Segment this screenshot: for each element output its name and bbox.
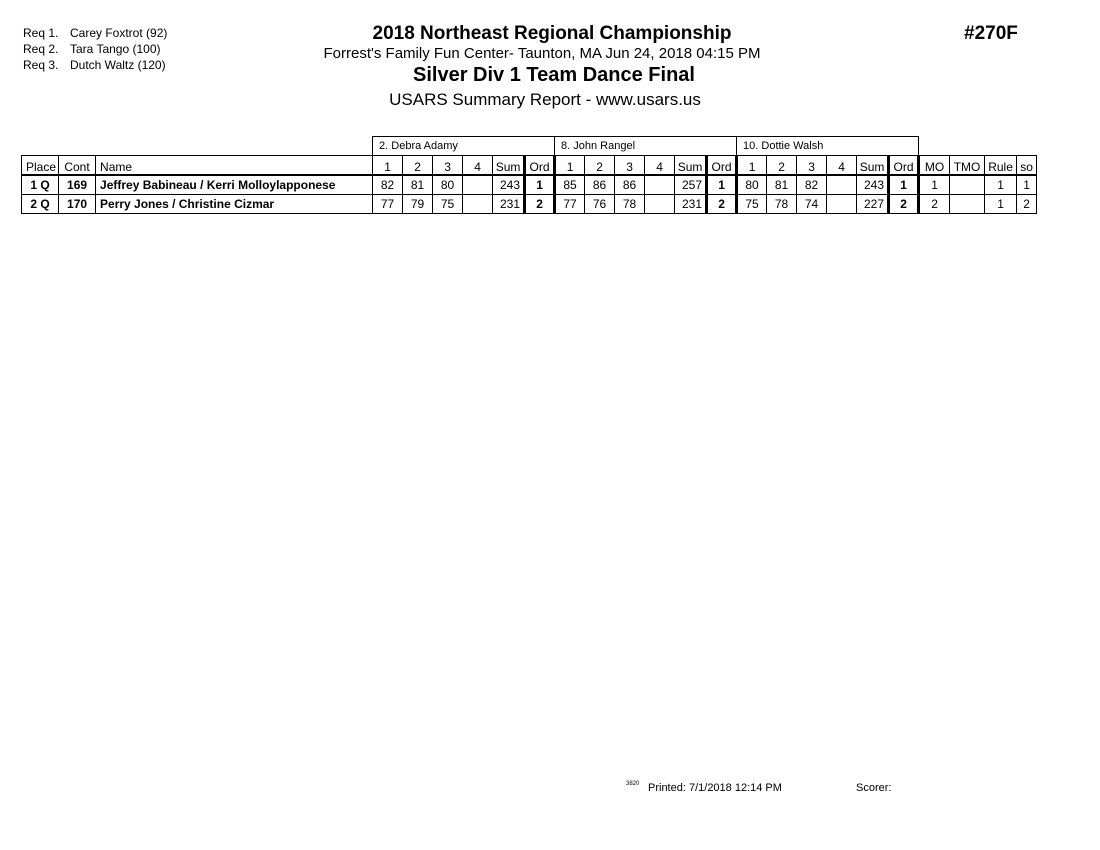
col-cont: Cont — [59, 156, 96, 176]
scorer-label: Scorer: — [856, 782, 892, 794]
score-cell: 75 — [737, 195, 767, 214]
score-cell — [827, 175, 857, 195]
col-rule: Rule — [985, 156, 1017, 176]
mo-cell: 2 — [919, 195, 950, 214]
sum-cell: 227 — [857, 195, 889, 214]
requirement-item: Req 2. Tara Tango (100) — [23, 42, 161, 56]
col-place: Place — [22, 156, 59, 176]
place-cell: 2 Q — [22, 195, 59, 214]
ord-cell: 2 — [889, 195, 919, 214]
ord-cell: 1 — [525, 175, 555, 195]
rule-cell: 1 — [985, 195, 1017, 214]
score-cell: 78 — [615, 195, 645, 214]
col-tmo: TMO — [950, 156, 985, 176]
ord-cell: 2 — [525, 195, 555, 214]
sum-cell: 231 — [493, 195, 525, 214]
score-cell: 86 — [585, 175, 615, 195]
col-score: 1 — [737, 156, 767, 176]
cont-cell: 169 — [59, 175, 96, 195]
sum-cell: 243 — [857, 175, 889, 195]
column-header-row — [22, 156, 1037, 176]
score-cell — [827, 195, 857, 214]
score-cell: 76 — [585, 195, 615, 214]
score-cell — [645, 195, 675, 214]
ord-cell: 1 — [889, 175, 919, 195]
judge-name: 10. Dottie Walsh — [737, 137, 919, 156]
score-cell: 81 — [403, 175, 433, 195]
col-sum: Sum — [857, 156, 889, 176]
score-cell: 86 — [615, 175, 645, 195]
tmo-cell — [950, 175, 985, 195]
score-cell — [463, 195, 493, 214]
score-cell — [645, 175, 675, 195]
score-cell: 77 — [555, 195, 585, 214]
col-score: 4 — [463, 156, 493, 176]
score-cell — [463, 175, 493, 195]
requirement-item: Req 3. Dutch Waltz (120) — [23, 58, 166, 72]
rule-cell: 1 — [985, 175, 1017, 195]
venue-line: Forrest's Family Fun Center- Taunton, MA Jun 24, 2018 04:15 PM — [323, 45, 761, 62]
ord-cell: 2 — [707, 195, 737, 214]
page-reference-number: 3820 — [626, 781, 640, 787]
sum-cell: 243 — [493, 175, 525, 195]
score-cell: 77 — [373, 195, 403, 214]
sum-cell: 257 — [675, 175, 707, 195]
so-cell: 2 — [1017, 195, 1037, 214]
col-score: 2 — [585, 156, 615, 176]
col-score: 1 — [373, 156, 403, 176]
score-cell: 79 — [403, 195, 433, 214]
score-cell: 85 — [555, 175, 585, 195]
col-score: 2 — [403, 156, 433, 176]
cont-cell: 170 — [59, 195, 96, 214]
judge-name: 8. John Rangel — [555, 137, 737, 156]
col-score: 4 — [645, 156, 675, 176]
score-cell: 74 — [797, 195, 827, 214]
mo-cell: 1 — [919, 175, 950, 195]
col-score: 3 — [433, 156, 463, 176]
col-score: 3 — [797, 156, 827, 176]
col-score: 1 — [555, 156, 585, 176]
tmo-cell — [950, 195, 985, 214]
col-score: 4 — [827, 156, 857, 176]
score-cell: 82 — [373, 175, 403, 195]
col-score: 2 — [767, 156, 797, 176]
event-code: #270F — [964, 23, 1018, 44]
judge-name: 2. Debra Adamy — [373, 137, 555, 156]
col-sum: Sum — [675, 156, 707, 176]
col-ord: Ord — [889, 156, 919, 176]
judge-header-row — [22, 137, 1037, 156]
requirement-item: Req 1. Carey Foxtrot (92) — [23, 26, 168, 40]
event-title: Silver Div 1 Team Dance Final — [413, 64, 695, 86]
score-cell: 75 — [433, 195, 463, 214]
name-cell: Perry Jones / Christine Cizmar — [96, 195, 373, 214]
printed-timestamp: Printed: 7/1/2018 12:14 PM — [648, 782, 782, 794]
name-cell: Jeffrey Babineau / Kerri Molloylapponese — [96, 175, 373, 195]
col-so: so — [1017, 156, 1037, 176]
score-cell: 78 — [767, 195, 797, 214]
col-ord: Ord — [525, 156, 555, 176]
score-cell: 81 — [767, 175, 797, 195]
page-title: 2018 Northeast Regional Championship — [372, 23, 732, 44]
score-cell: 80 — [737, 175, 767, 195]
col-mo: MO — [919, 156, 950, 176]
col-score: 3 — [615, 156, 645, 176]
sum-cell: 231 — [675, 195, 707, 214]
ord-cell: 1 — [707, 175, 737, 195]
table-row — [22, 175, 1037, 195]
report-subtitle: USARS Summary Report - www.usars.us — [389, 90, 701, 109]
results-table — [21, 136, 1037, 214]
so-cell: 1 — [1017, 175, 1037, 195]
col-name: Name — [96, 156, 373, 176]
table-row — [22, 195, 1037, 214]
col-ord: Ord — [707, 156, 737, 176]
score-cell: 80 — [433, 175, 463, 195]
col-sum: Sum — [493, 156, 525, 176]
score-cell: 82 — [797, 175, 827, 195]
place-cell: 1 Q — [22, 175, 59, 195]
